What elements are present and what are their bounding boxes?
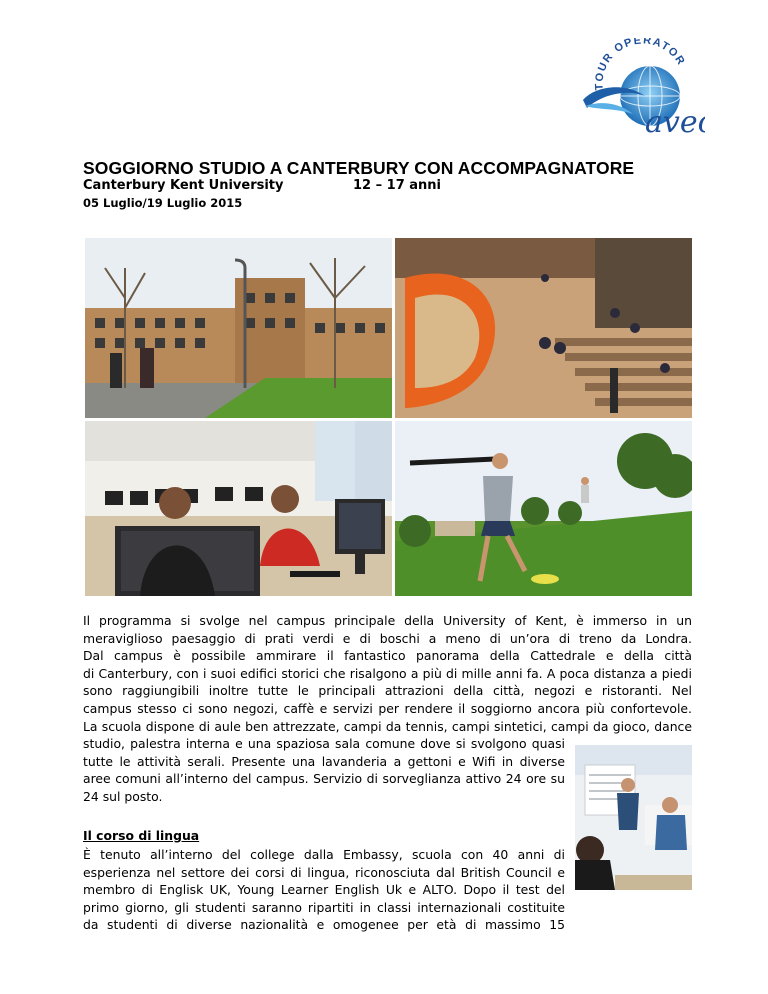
age-range-label: 12 – 17 anni xyxy=(353,178,441,193)
text-line: da studenti di diverse nazionalità e omogenee per età di massimo 15 xyxy=(83,917,565,933)
text-line: esperienza nel settore dei corsi di lingua, riconosciuta dal British Council e xyxy=(83,864,565,880)
text-line: primo giorno, gli studenti saranno ripartiti in classi internazionali costituite xyxy=(83,899,565,915)
text-line: campus stesso ci sono negozi, caffè e servizi per rendere il soggiorno ancora più confortevole. xyxy=(83,700,692,716)
text-line: aree comuni all’interno del campus. Servizio di sorveglianza attivo 24 ore su xyxy=(83,771,565,787)
text-line: È tenuto all’interno del college dalla Embassy, scuola con 40 anni di xyxy=(83,847,565,862)
text-line: tutte le attività serali. Presente una lavanderia a gettoni e Wifi in diverse xyxy=(83,753,565,769)
logo-tagline: TOUR OPERATOR xyxy=(593,38,688,91)
text-line: Dal campus è possibile ammirare il fantastico panorama della Cattedrale e della città xyxy=(83,648,692,664)
tour-operator-avec-logo xyxy=(575,38,705,138)
campus-interior-photo xyxy=(395,238,692,418)
page-title: SOGGIORNO STUDIO A CANTERBURY CON ACCOMPAGNATORE xyxy=(83,158,635,178)
baseball-lawn-photo xyxy=(395,421,692,596)
computer-lab-photo xyxy=(85,421,392,596)
facilities-description xyxy=(83,735,565,805)
text-line: Il programma si svolge nel campus principale della University of Kent, è immerso in un xyxy=(83,613,692,628)
classroom-photo xyxy=(575,745,692,890)
text-line: studio, palestra interna e una spaziosa sala comune dove si svolgono quasi xyxy=(83,736,565,751)
text-line: La scuola dispone di aule ben attrezzate, campi da tennis, campi sintetici, campi da gioco, dance xyxy=(83,718,692,734)
text-line: meraviglioso paesaggio di prati verdi e di boschi a meno di un’ora di treno da Londra. xyxy=(83,630,692,646)
campus-building-photo xyxy=(85,238,392,418)
course-heading: Il corso di lingua xyxy=(83,828,200,843)
dates-label: 05 Luglio/19 Luglio 2015 xyxy=(83,196,243,210)
text-line: sono raggiungibili inoltre tutte le principali attrazioni della città, negozi e ristoranti. Nel xyxy=(83,683,692,699)
location-label: Canterbury Kent University xyxy=(83,178,284,193)
text-line: 24 sul posto. xyxy=(83,788,163,804)
text-line: membro di Englisk UK, Young Learner English Uk e ALTO. Dopo il test del xyxy=(83,882,565,898)
text-line: di Canterbury, con i suoi edifici storici che risalgono a più di mille anni fa. A poca distanza a piedi xyxy=(83,665,692,681)
logo-brand: ave xyxy=(645,105,698,138)
program-description xyxy=(83,612,692,735)
course-description xyxy=(83,846,565,934)
